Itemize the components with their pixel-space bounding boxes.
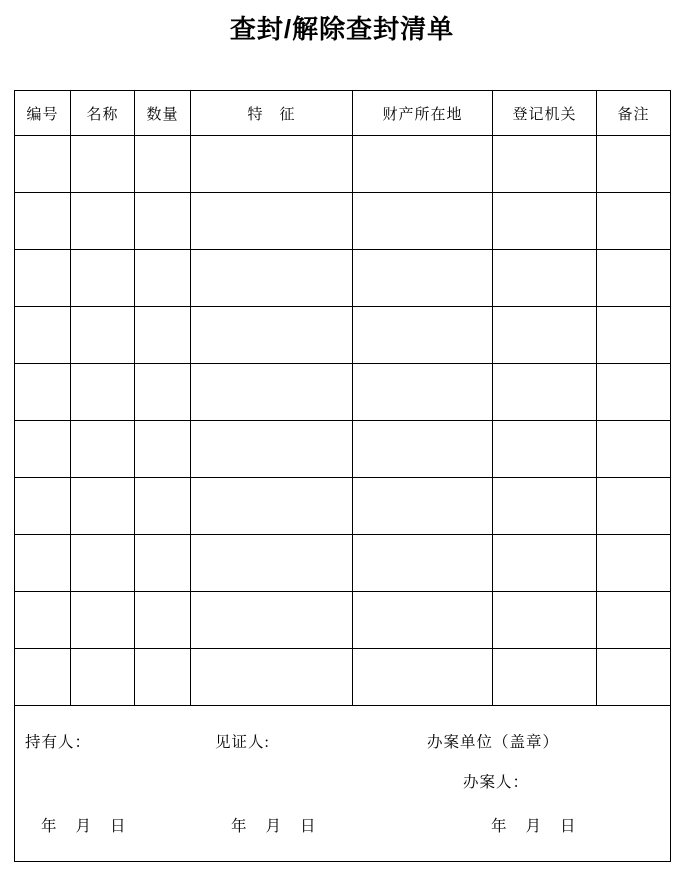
table-cell[interactable]: [15, 136, 71, 193]
table-row[interactable]: [15, 136, 671, 193]
table-cell[interactable]: [353, 250, 493, 307]
table-cell[interactable]: [493, 649, 597, 706]
table-cell[interactable]: [597, 649, 671, 706]
table-cell[interactable]: [353, 649, 493, 706]
table-cell[interactable]: [135, 136, 191, 193]
table-cell[interactable]: [15, 364, 71, 421]
date-day: 日: [110, 818, 127, 835]
table-cell[interactable]: [71, 421, 135, 478]
table-row[interactable]: [15, 592, 671, 649]
table-cell[interactable]: [135, 421, 191, 478]
table-cell[interactable]: [597, 592, 671, 649]
date-year: 年: [41, 818, 58, 835]
table-cell[interactable]: [353, 421, 493, 478]
column-header: 特 征: [191, 91, 353, 136]
table-cell[interactable]: [71, 478, 135, 535]
table-cell[interactable]: [493, 592, 597, 649]
table-cell[interactable]: [597, 307, 671, 364]
date-day: 日: [560, 818, 577, 835]
seizure-list-table-wrap: [14, 90, 670, 862]
table-cell[interactable]: [71, 535, 135, 592]
table-cell[interactable]: [135, 193, 191, 250]
table-cell[interactable]: [71, 307, 135, 364]
table-header-row: [15, 91, 671, 136]
handling-unit-label: 办案单位（盖章）: [427, 734, 560, 751]
table-cell[interactable]: [597, 421, 671, 478]
table-row[interactable]: [15, 478, 671, 535]
table-row[interactable]: [15, 535, 671, 592]
table-row[interactable]: [15, 250, 671, 307]
table-cell[interactable]: [353, 193, 493, 250]
date-month: 月: [525, 818, 543, 835]
table-row[interactable]: [15, 421, 671, 478]
table-cell[interactable]: [493, 250, 597, 307]
date-day: 日: [300, 818, 317, 835]
date-line-holder: [41, 814, 127, 836]
table-row[interactable]: [15, 364, 671, 421]
table-cell[interactable]: [135, 592, 191, 649]
column-header: 登记机关: [493, 91, 597, 136]
date-line-witness: [231, 814, 317, 836]
page-title: 查封/解除查封清单: [229, 14, 455, 44]
table-cell[interactable]: [493, 364, 597, 421]
table-cell[interactable]: [71, 364, 135, 421]
table-cell[interactable]: [597, 478, 671, 535]
table-row[interactable]: [15, 307, 671, 364]
table-cell[interactable]: [191, 592, 353, 649]
table-cell[interactable]: [191, 535, 353, 592]
table-cell[interactable]: [71, 592, 135, 649]
table-cell[interactable]: [15, 250, 71, 307]
table-cell[interactable]: [71, 649, 135, 706]
signature-block: [15, 706, 671, 862]
date-month: 月: [265, 818, 283, 835]
table-cell[interactable]: [135, 307, 191, 364]
table-cell[interactable]: [71, 136, 135, 193]
table-cell[interactable]: [353, 478, 493, 535]
table-cell[interactable]: [71, 193, 135, 250]
table-cell[interactable]: [353, 364, 493, 421]
table-cell[interactable]: [191, 193, 353, 250]
date-month: 月: [75, 818, 93, 835]
column-header: 名称: [71, 91, 135, 136]
table-cell[interactable]: [15, 535, 71, 592]
table-cell[interactable]: [493, 478, 597, 535]
table-cell[interactable]: [353, 592, 493, 649]
column-header: 数量: [135, 91, 191, 136]
date-year: 年: [491, 818, 508, 835]
table-cell[interactable]: [15, 193, 71, 250]
witness-label: 见证人:: [215, 734, 270, 751]
table-cell[interactable]: [493, 421, 597, 478]
table-cell[interactable]: [493, 193, 597, 250]
table-cell[interactable]: [493, 136, 597, 193]
seizure-list-table: [14, 90, 671, 862]
table-cell[interactable]: [135, 250, 191, 307]
handling-officer-label: 办案人：: [463, 774, 530, 791]
column-header: 财产所在地: [353, 91, 493, 136]
table-cell[interactable]: [15, 421, 71, 478]
column-header: 编号: [15, 91, 71, 136]
table-cell[interactable]: [191, 136, 353, 193]
column-header: 备注: [597, 91, 671, 136]
table-cell[interactable]: [191, 250, 353, 307]
table-cell[interactable]: [15, 592, 71, 649]
table-row[interactable]: [15, 649, 671, 706]
table-cell[interactable]: [597, 364, 671, 421]
table-footer-row: [15, 706, 671, 862]
table-cell[interactable]: [597, 535, 671, 592]
table-cell[interactable]: [135, 649, 191, 706]
table-cell[interactable]: [597, 250, 671, 307]
table-cell[interactable]: [493, 307, 597, 364]
table-cell[interactable]: [135, 478, 191, 535]
table-cell[interactable]: [353, 307, 493, 364]
table-cell[interactable]: [191, 478, 353, 535]
table-cell[interactable]: [135, 535, 191, 592]
table-cell[interactable]: [191, 421, 353, 478]
holder-label: 持有人：: [25, 734, 92, 751]
table-cell[interactable]: [353, 535, 493, 592]
table-cell[interactable]: [597, 136, 671, 193]
table-cell[interactable]: [15, 649, 71, 706]
table-cell[interactable]: [597, 193, 671, 250]
date-line-officer: [491, 814, 577, 836]
date-year: 年: [231, 818, 248, 835]
table-cell[interactable]: [15, 478, 71, 535]
table-cell[interactable]: [191, 649, 353, 706]
table-cell[interactable]: [191, 364, 353, 421]
table-cell[interactable]: [71, 250, 135, 307]
table-cell[interactable]: [191, 307, 353, 364]
table-cell[interactable]: [353, 136, 493, 193]
table-cell[interactable]: [15, 307, 71, 364]
table-row[interactable]: [15, 193, 671, 250]
table-cell[interactable]: [493, 535, 597, 592]
table-cell[interactable]: [135, 364, 191, 421]
